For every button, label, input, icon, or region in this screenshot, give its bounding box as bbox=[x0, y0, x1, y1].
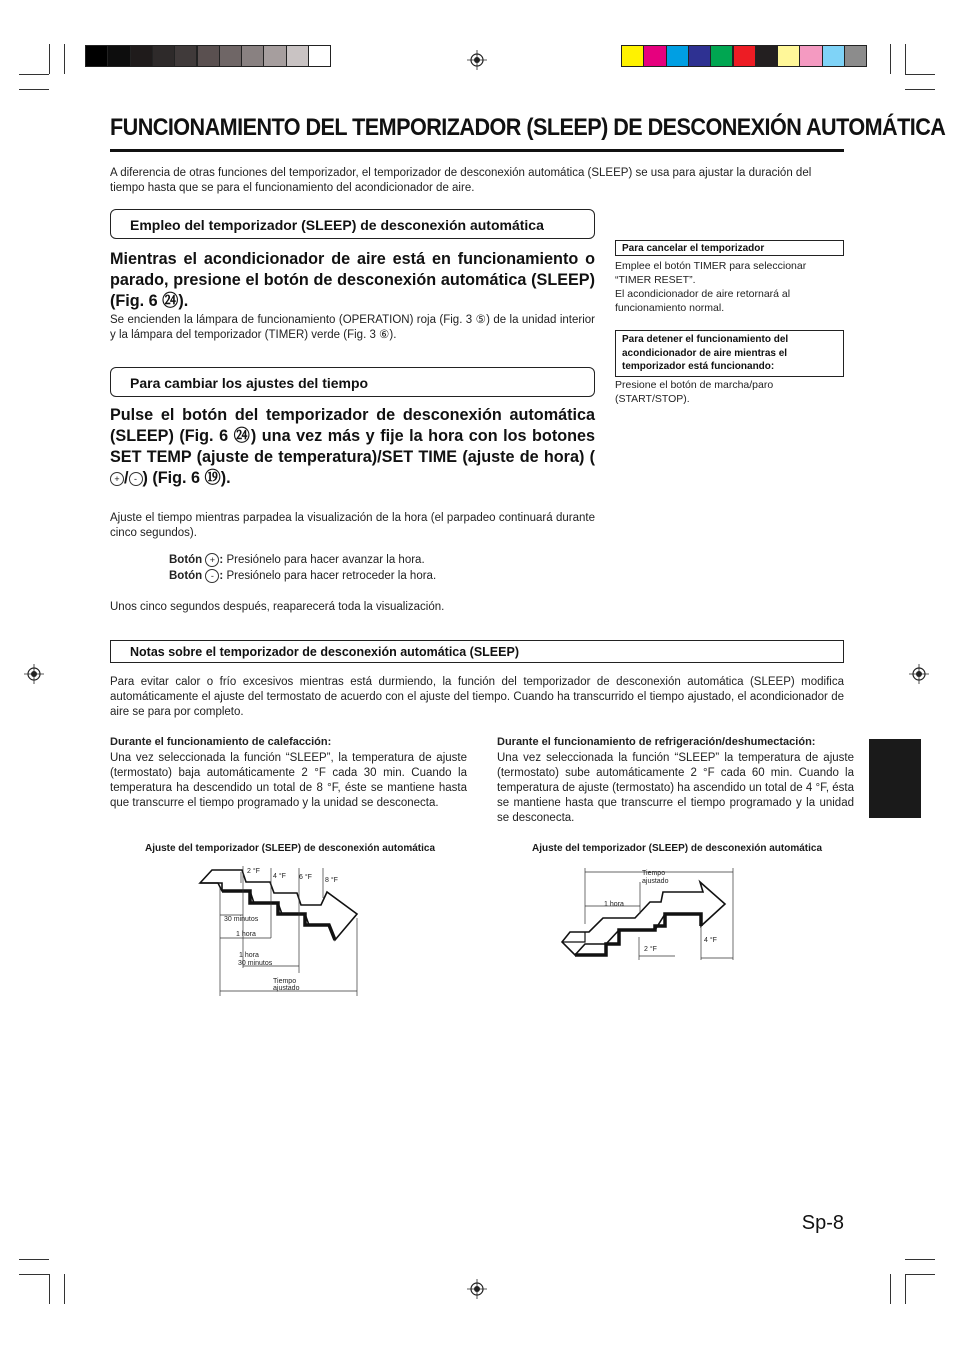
stop-operation-box: Para detener el funcionamiento del acondicionador de aire mientras el temporizador está funcionando: bbox=[615, 330, 844, 377]
label-4f: 4 °F bbox=[273, 873, 286, 880]
minus-button-row: Botón - : Presiónelo para hacer retroceder la hora. bbox=[169, 570, 437, 583]
label-2f: 2 °F bbox=[247, 868, 260, 875]
notes-heading: Notas sobre el temporizador de desconexión automática (SLEEP) bbox=[110, 640, 844, 663]
calibration-swatch bbox=[644, 46, 665, 66]
heating-title: Durante el funcionamiento de calefacción: bbox=[110, 736, 332, 748]
calibration-swatch bbox=[823, 46, 844, 66]
plus-button-icon: + bbox=[205, 553, 219, 567]
calibration-swatch bbox=[264, 46, 285, 66]
calibration-swatch bbox=[220, 46, 241, 66]
section-heading-change-time: Para cambiar los ajustes del tiempo bbox=[110, 367, 595, 397]
minus-button-icon: - bbox=[129, 472, 143, 486]
blink-text: Ajuste el tiempo mientras parpadea la visualización de la hora (el parpadeo continuará durante cinco segundos). bbox=[110, 512, 595, 539]
reappear-text: Unos cinco segundos después, reaparecerá toda la visualización. bbox=[110, 601, 445, 613]
diagram-left-caption: Ajuste del temporizador (SLEEP) de desconexión automática bbox=[144, 843, 436, 854]
label-tiempo: Tiempo bbox=[273, 978, 297, 985]
sleep-lamps-text: Se encienden la lámpara de funcionamiento (OPERATION) roja (Fig. 3 ⑤) de la unidad interior y la lámpara del temporizador (TIMER) verde (Fig. 3 ⑥). bbox=[110, 314, 595, 341]
label-tiempo: Tiempo bbox=[642, 870, 666, 877]
calibration-swatch bbox=[734, 46, 755, 66]
page-title: FUNCIONAMIENTO DEL TEMPORIZADOR (SLEEP) DE DESCONEXIÓN AUTOMÁTICA bbox=[110, 114, 946, 141]
calibration-swatch bbox=[86, 46, 107, 66]
calibration-swatch bbox=[108, 46, 129, 66]
change-time-instruction: Pulse el botón del temporizador de desconexión automática (SLEEP) (Fig. 6 ㉔) una vez más y fije la hora con los botones SET TEMP (ajuste de temperatura)/SET TIME (ajuste de hora) (+ / - ) (Fig. 6 ⑲). bbox=[110, 406, 595, 487]
page-number: Sp-8 bbox=[801, 1212, 844, 1234]
calibration-swatch bbox=[131, 46, 152, 66]
minus-button-icon: - bbox=[205, 569, 219, 583]
calibration-swatch bbox=[845, 46, 866, 66]
label-1h-b: 1 hora bbox=[239, 952, 259, 959]
calibration-swatch bbox=[689, 46, 710, 66]
calibration-swatch bbox=[711, 46, 732, 66]
label-2f: 2 °F bbox=[644, 946, 657, 953]
cancel-timer-box: Para cancelar el temporizador bbox=[615, 240, 844, 256]
section-heading-sleep-use: Empleo del temporizador (SLEEP) de desconexión automática bbox=[110, 209, 595, 239]
calibration-swatch bbox=[175, 46, 196, 66]
calibration-swatch bbox=[198, 46, 219, 66]
calibration-swatch bbox=[153, 46, 174, 66]
calibration-swatch bbox=[287, 46, 308, 66]
cancel-timer-text: Emplee el botón TIMER para seleccionar “TIMER RESET”. El acondicionador de aire retornará al funcionamiento normal. bbox=[615, 260, 807, 314]
cooling-text: Una vez seleccionada la función “SLEEP” la temperatura de ajuste (termostato) sube automáticamente 2 °F cada 60 min. Cuando la temperatura de ajuste (termostato) ha ascendido un total de 4 °F, ésta se mantiene hasta que transcurre el tiempo programado y la unidad se desconecta. bbox=[497, 752, 854, 824]
language-tab bbox=[869, 739, 921, 818]
registration-mark-icon bbox=[909, 664, 929, 684]
calibration-swatch bbox=[242, 46, 263, 66]
cooling-title: Durante el funcionamiento de refrigeración/deshumectación: bbox=[497, 736, 816, 748]
calibration-swatch bbox=[622, 46, 643, 66]
heating-text: Una vez seleccionada la función “SLEEP”, la temperatura de ajuste (termostato) baja automáticamente 2 °F cada 30 min. Cuando la temperatura ha descendido un total de 8 °F, éste se mantiene hasta que transcurre el tiempo programado y la unidad se desconecta. bbox=[110, 752, 467, 809]
label-ajustado: ajustado bbox=[642, 878, 669, 885]
intro-paragraph: A diferencia de otras funciones del temporizador, el temporizador de desconexión automática (SLEEP) se usa para ajustar la duración del tiempo hasta que se para el funcionamiento del acondicionador de aire. bbox=[110, 167, 812, 194]
sleep-instruction: Mientras el acondicionador de aire está en funcionamiento o parado, presione el botón de desconexión automática (SLEEP) (Fig. 6 ㉔). bbox=[110, 250, 595, 310]
heating-sleep-diagram bbox=[195, 858, 370, 998]
calibration-swatch bbox=[800, 46, 821, 66]
calibration-swatch bbox=[309, 46, 330, 66]
label-8f: 8 °F bbox=[325, 877, 338, 884]
notes-intro: Para evitar calor o frío excesivos mientras está durmiendo, la función del temporizador de desconexión automática (SLEEP) modifica automáticamente el ajuste del termostato de acuerdo con el ajuste del tiempo. Cuando ha transcurrido el tiempo ajustado, el acondicionador de aire se para por completo. bbox=[110, 676, 844, 718]
diagram-right-caption: Ajuste del temporizador (SLEEP) de desconexión automática bbox=[531, 843, 823, 854]
label-1h: 1 hora bbox=[604, 901, 624, 908]
calibration-swatch bbox=[667, 46, 688, 66]
plus-button-icon: + bbox=[110, 472, 124, 486]
stop-operation-text: Presione el botón de marcha/paro (START/STOP). bbox=[615, 379, 774, 405]
cooling-step-ribbon bbox=[562, 882, 725, 955]
title-rule bbox=[110, 149, 844, 152]
label-ajustado: ajustado bbox=[273, 985, 300, 992]
label-6f: 6 °F bbox=[299, 874, 312, 881]
calibration-swatch bbox=[778, 46, 799, 66]
registration-mark-icon bbox=[467, 1279, 487, 1299]
label-4f: 4 °F bbox=[704, 937, 717, 944]
label-30min-b: 30 minutos bbox=[238, 960, 273, 967]
registration-mark-icon bbox=[467, 50, 487, 70]
label-30min: 30 minutos bbox=[224, 916, 259, 923]
cooling-sleep-diagram bbox=[555, 862, 740, 966]
label-1h: 1 hora bbox=[236, 931, 256, 938]
registration-mark-icon bbox=[24, 664, 44, 684]
plus-button-row: Botón + : Presiónelo para hacer avanzar la hora. bbox=[169, 554, 425, 567]
calibration-swatch bbox=[756, 46, 777, 66]
